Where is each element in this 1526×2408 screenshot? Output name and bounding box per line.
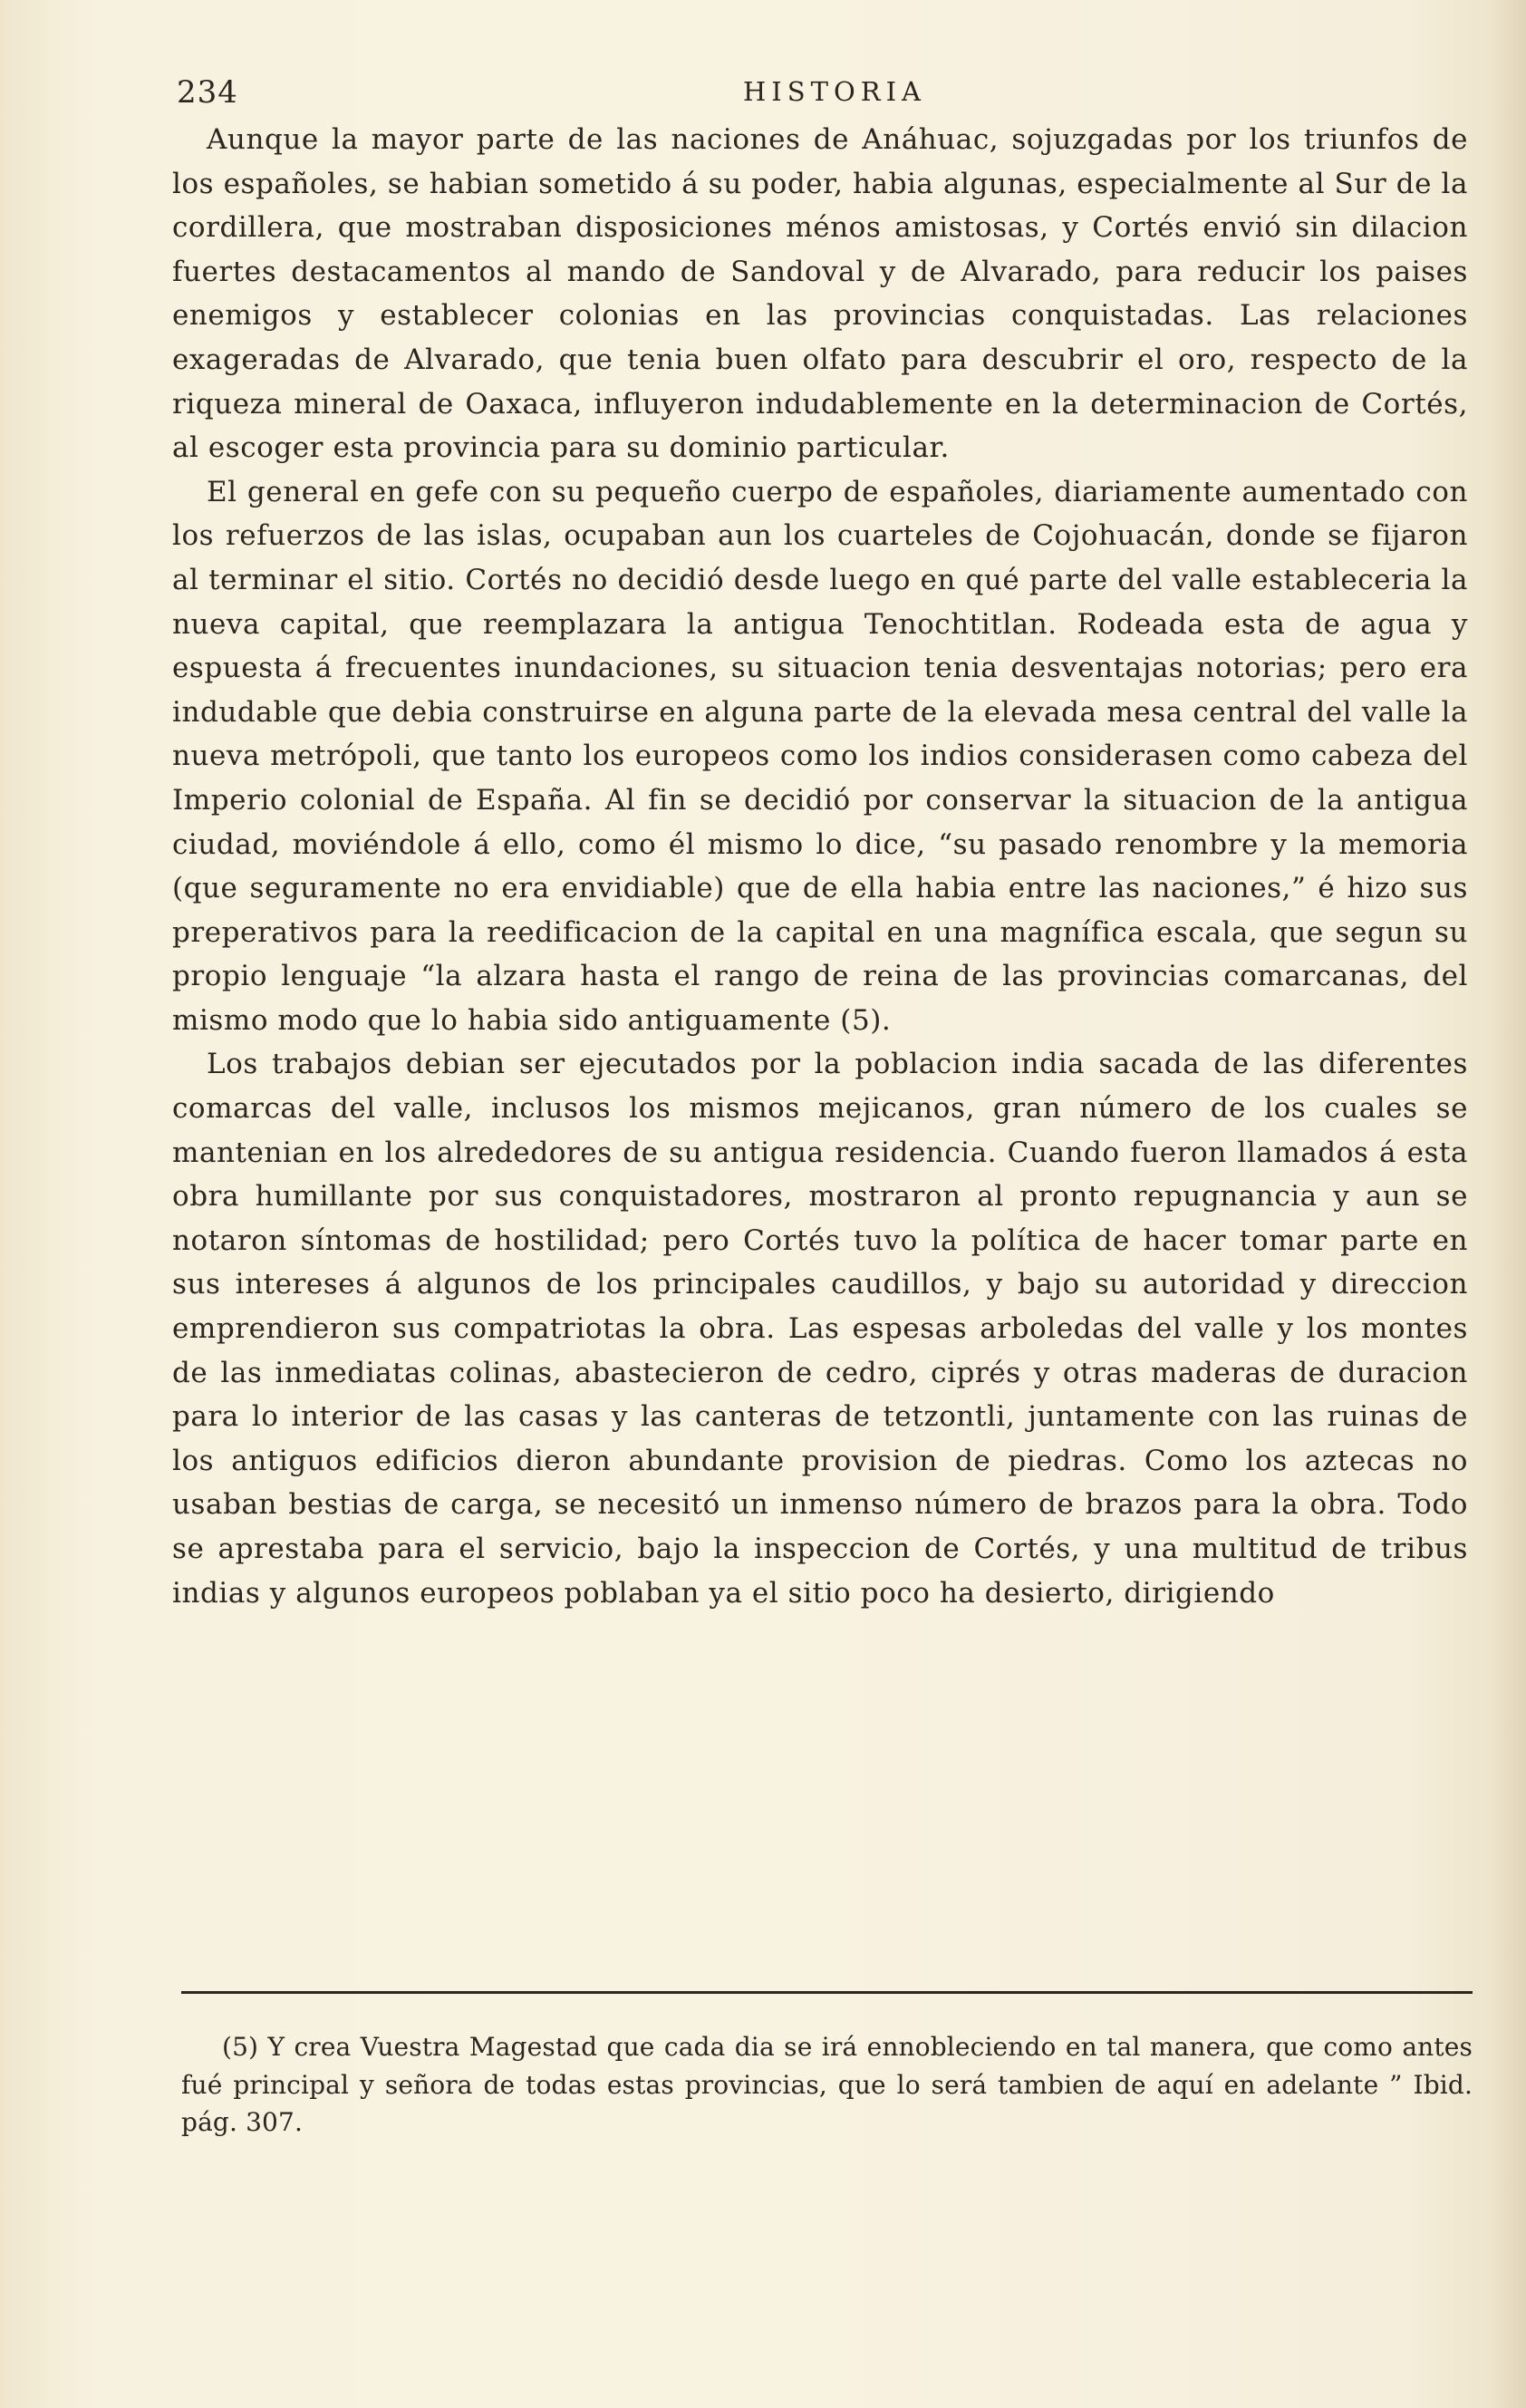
running-head — [177, 71, 1463, 114]
footnote-rule — [181, 1991, 1473, 1994]
running-title: HISTORIA — [743, 76, 926, 107]
paragraph: El general en gefe con su pequeño cuerpo de españoles, diariamente aumentado con los refuerzos de las islas, ocupaban aun los cuarteles de Cojohuacán, donde se fijaron al terminar el sitio. Cortés no decidió desde luego en qué parte del valle estableceria la nueva capital, que reemplazara la antigua Tenochtitlan. Rodeada esta de agua y espuesta á frecuentes inundaciones, su situacion tenia desventajas notorias; pero era indudable que debia construirse en alguna parte de la elevada mesa central del valle la nueva metrópoli, que tanto los europeos como los indios considerasen como cabeza del Imperio colonial de España. Al fin se decidió por conservar la situacion de la antigua ciudad, moviéndole á ello, como él mismo lo dice, “su pasado renombre y la memoria (que seguramente no era envidiable) que de ella habia entre las naciones,” é hizo sus preperativos para la reedificacion de la capital en una magnífica escala, que segun su propio lenguaje “la alzara hasta el rango de reina de las provincias comarcanas, del mismo modo que lo habia sido antiguamente (5). — [172, 475, 1468, 1037]
footnote: (5) Y crea Vuestra Magestad que cada dia se irá ennobleciendo en tal manera, que como antes fué principal y señora de todas estas provincias, que lo será tambien de aquí en adelante ” Ibid. pág. 307. — [181, 2032, 1473, 2137]
page-edge-shadow — [1490, 0, 1526, 2408]
paragraph: Los trabajos debian ser ejecutados por la poblacion india sacada de las diferentes comarcas del valle, inclusos los mismos mejicanos, gran número de los cuales se mantenian en los alrededores de su antigua residencia. Cuando fueron llamados á esta obra humillante por sus conquistadores, mostraron al pronto repugnancia y aun se notaron síntomas de hostilidad; pero Cortés tuvo la política de hacer tomar parte en sus intereses á algunos de los principales caudillos, y bajo su autoridad y direccion emprendieron sus compatriotas la obra. Las espesas arboledas del valle y los montes de las inmediatas colinas, abastecieron de cedro, ciprés y otras maderas de duracion para lo interior de las casas y las canteras de tetzontli, juntamente con las ruinas de los antiguos edificios dieron abundante provision de piedras. Como los aztecas no usaban bestias de carga, se necesitó un inmenso número de brazos para la obra. Todo se aprestaba para el servicio, bajo la inspeccion de Cortés, y una multitud de tribus indias y algunos europeos poblaban ya el sitio poco ha desierto, dirigiendo — [172, 1048, 1468, 1610]
paragraph: Aunque la mayor parte de las naciones de Anáhuac, sojuzgadas por los triunfos de los españoles, se habian sometido á su poder, habia algunas, especialmente al Sur de la cordillera, que mostraban disposiciones ménos amistosas, y Cortés envió sin dilacion fuertes destacamentos al mando de Sandoval y de Alvarado, para reducir los paises enemigos y establecer colonias en las provincias conquistadas. Las relaciones exageradas de Alvarado, que tenia buen olfato para descubrir el oro, respecto de la riqueza mineral de Oaxaca, influyeron indudablemente en la determinacion de Cortés, al escoger esta provincia para su dominio particular. — [172, 123, 1468, 465]
body-text — [172, 118, 1468, 1615]
page-number: 234 — [177, 74, 238, 111]
